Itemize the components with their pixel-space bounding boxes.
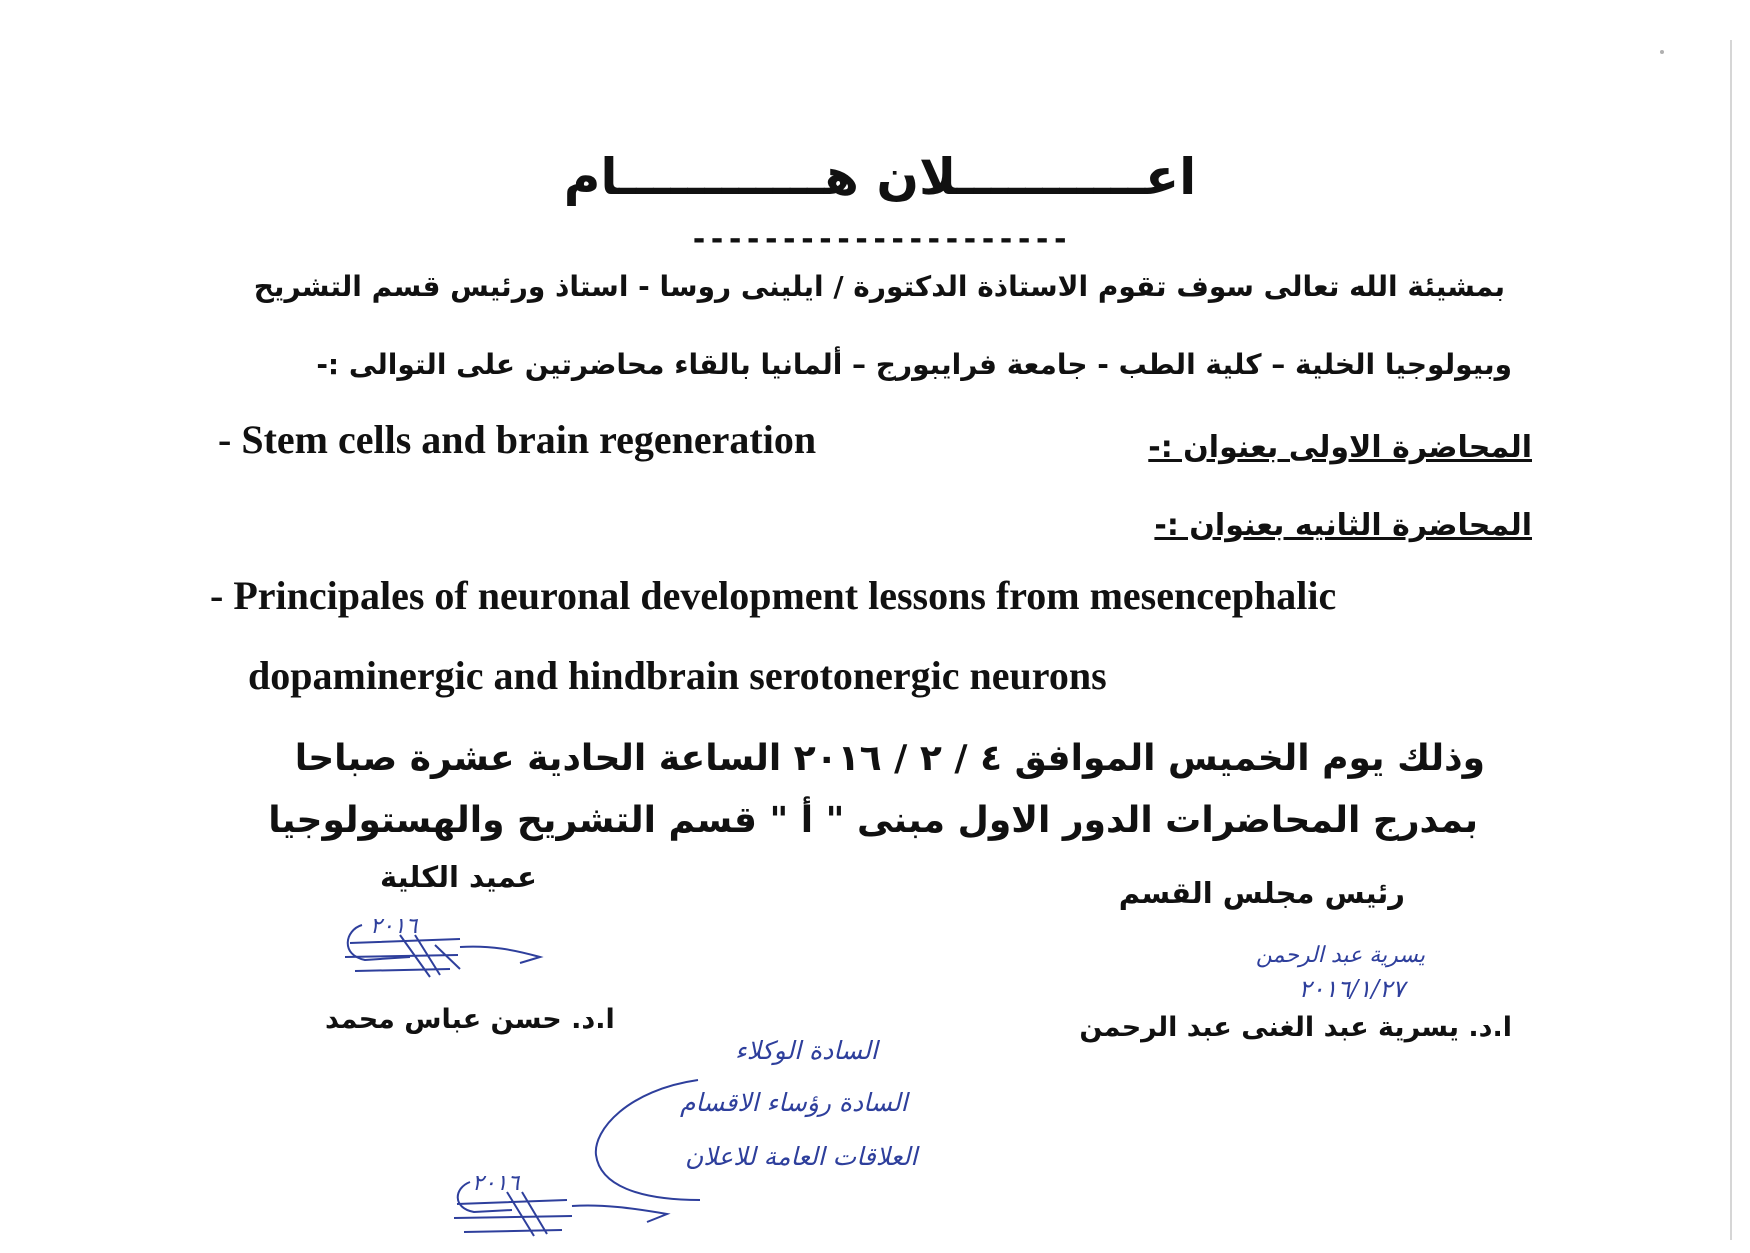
department-head-name: ا.د. يسرية عبد الغنى عبد الرحمن — [1079, 1012, 1512, 1043]
dean-title: عميد الكلية — [380, 860, 537, 894]
dean-signature-year: ٢٠١٦ — [370, 914, 418, 939]
routing-signature — [452, 1160, 692, 1250]
intro-line-1: بمشيئة الله تعالى سوف تقوم الاستاذة الدكتورة / ايلينى روسا - استاذ ورئيس قسم التشريح — [253, 270, 1505, 303]
scan-speck — [1660, 50, 1664, 54]
intro-line-2: وبيولوجيا الخلية – كلية الطب - جامعة فرايبورج – ألمانيا بالقاء محاضرتين على التوالى :- — [316, 348, 1512, 381]
handwritten-head-date: ٢٠١٦/١/٢٧ — [1298, 975, 1405, 1003]
department-head-title: رئيس مجلس القسم — [1118, 876, 1405, 910]
routing-note-line-1: السادة الوكلاء — [735, 1036, 878, 1065]
title-divider: --------------------- — [690, 222, 1070, 257]
second-lecture-title-line-1: - Principales of neuronal development lessons from mesencephalic — [210, 573, 1337, 618]
schedule-date-time: وذلك يوم الخميس الموافق ٤ / ٢ / ٢٠١٦ الساعة الحادية عشرة صباحا — [294, 738, 1485, 779]
announcement-title: اعـــــــــــلان هــــــــــــام — [563, 148, 1197, 206]
first-lecture-label: المحاضرة الاولى بعنوان :- — [1148, 430, 1532, 465]
routing-note-line-2: السادة رؤساء الاقسام — [680, 1088, 908, 1117]
schedule-location: بمدرج المحاضرات الدور الاول مبنى " أ " قسم التشريح والهستولوجيا — [268, 800, 1478, 841]
dean-name: ا.د. حسن عباس محمد — [325, 1004, 615, 1035]
handwritten-head-name: يسرية عبد الرحمن — [1255, 943, 1425, 968]
dean-signature — [340, 905, 560, 1015]
first-lecture-title: - Stem cells and brain regeneration — [218, 417, 817, 462]
routing-note-line-3: العلاقات العامة للاعلان — [685, 1142, 918, 1171]
scan-edge — [1730, 40, 1732, 1240]
second-lecture-label: المحاضرة الثانيه بعنوان :- — [1154, 508, 1532, 543]
routing-signature-year: ٢٠١٦ — [472, 1171, 520, 1196]
second-lecture-title-line-2: dopaminergic and hindbrain serotonergic neurons — [248, 653, 1107, 698]
